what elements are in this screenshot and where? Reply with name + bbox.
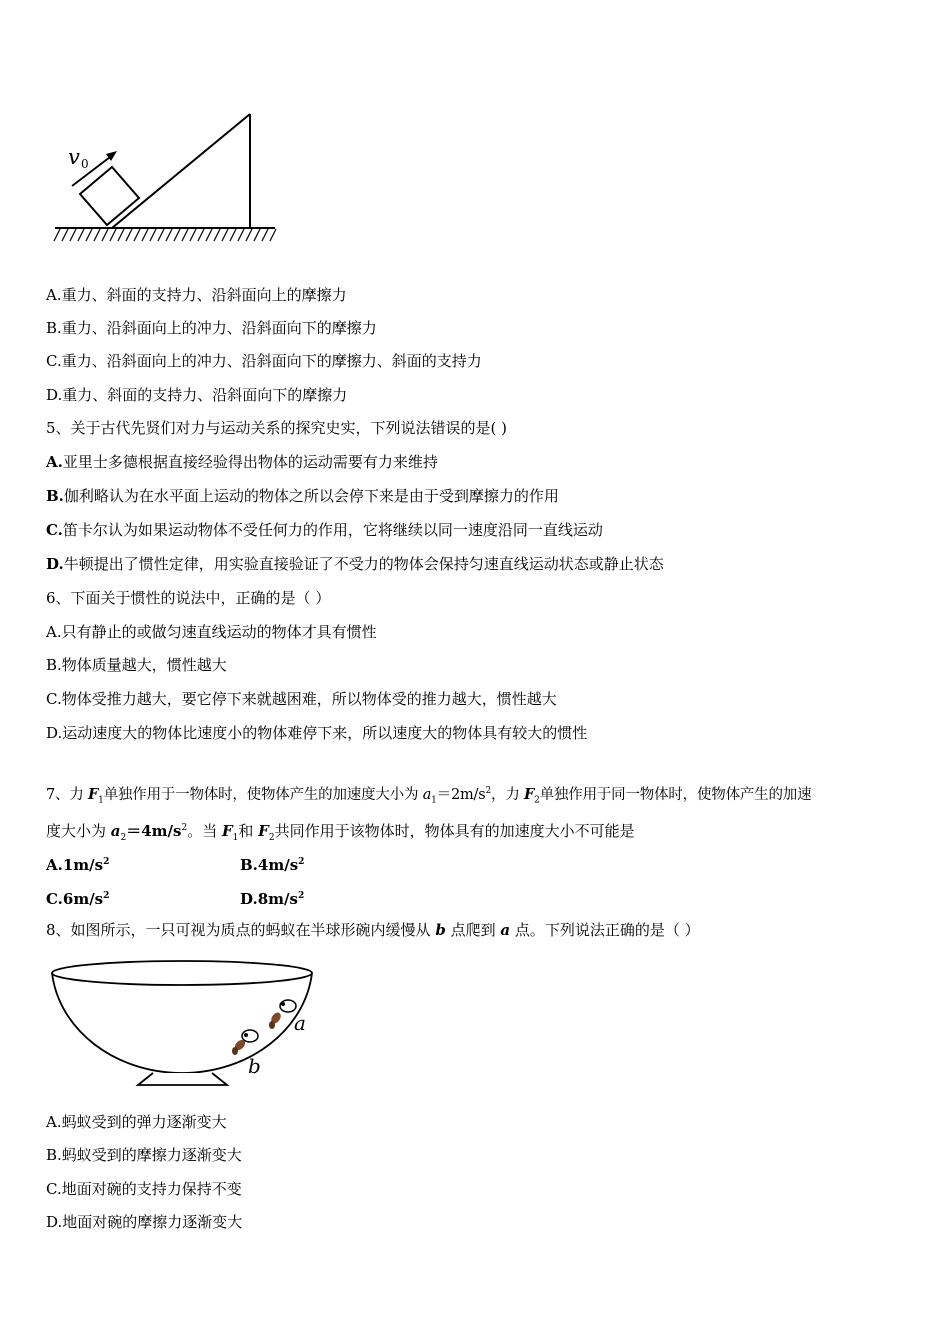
q8-b-symbol: b [435, 921, 446, 939]
q5-option-b-text: 伽利略认为在水平面上运动的物体之所以会停下来是由于受到摩擦力的作用 [63, 487, 559, 505]
q8-option-b: B.蚂蚁受到的摩擦力逐渐变大 [46, 1146, 242, 1164]
v0-subscript: 0 [81, 157, 89, 171]
ant-b-icon [232, 1030, 258, 1055]
q7-text: 7、力 [46, 786, 89, 803]
q7-text: ，力 [491, 786, 525, 803]
q7-option-d-text: D.8m/s [240, 890, 298, 908]
q8-option-a: A.蚂蚁受到的弹力逐渐变大 [46, 1113, 227, 1131]
q7-a2-sub: 2 [120, 833, 127, 843]
q7-f1-sub: 1 [98, 795, 104, 806]
q7-text: 和 [238, 822, 259, 840]
q7-text: 单独作用于一物体时，使物体产生的加速度大小为 [103, 786, 423, 803]
q7-stem-line1 [46, 781, 811, 811]
q7-stem-line2 [46, 818, 635, 848]
q7-sup: 2 [181, 823, 188, 833]
q8-text: 点。下列说法正确的是（ ） [510, 921, 700, 939]
q7-f2-symbol: F [524, 785, 535, 803]
q7-a1-symbol: a [422, 786, 432, 803]
q5-option-a-letter: A. [46, 453, 63, 471]
q5-option-a [46, 452, 438, 472]
q7-text: 单独作用于同一物体时，使物体产生的加速 [539, 786, 812, 803]
q7-a2-symbol: a [110, 822, 121, 840]
q7-option-d-sup: 2 [297, 891, 305, 901]
point-a-label: a [294, 1011, 306, 1035]
q7-option-b [240, 852, 304, 875]
q7-f1-symbol: F [222, 822, 233, 840]
q7-option-b-text: B.4m/s [240, 856, 299, 874]
q5-option-a-text: 亚里士多德根据直接经验得出物体的运动需要有力来维持 [62, 453, 438, 471]
incline-figure [50, 108, 290, 248]
q4-option-c: C.重力、沿斜面向上的冲力、沿斜面向下的摩擦力、斜面的支持力 [46, 352, 482, 370]
q5-option-b-letter: B. [46, 487, 64, 505]
q5-option-d-letter: D. [46, 555, 64, 573]
q7-text: ＝2m/s [436, 786, 486, 803]
q7-text: 共同作用于该物体时，物体具有的加速度大小不可能是 [274, 822, 635, 840]
q7-a1-sub: 1 [431, 795, 437, 806]
q8-text: 点爬到 [445, 921, 501, 939]
q8-option-c: C.地面对碗的支持力保持不变 [46, 1180, 242, 1198]
q6-stem: 6、下面关于惯性的说法中，正确的是（ ） [46, 589, 331, 607]
v0-label: v [68, 145, 80, 169]
q8-option-d: D.地面对碗的摩擦力逐渐变大 [46, 1213, 243, 1231]
bowl-figure [45, 955, 325, 1090]
q6-option-d: D.运动速度大的物体比速度小的物体难停下来，所以速度大的物体具有较大的惯性 [46, 724, 588, 742]
q7-f1-sub: 1 [232, 833, 239, 843]
q5-option-b [46, 486, 559, 506]
q7-option-c-text: C.6m/s [46, 890, 104, 908]
ant-a-icon [269, 1000, 296, 1029]
q5-option-d-text: 牛顿提出了惯性定律，用实验直接验证了不受力的物体会保持匀速直线运动状态或静止状态 [63, 555, 664, 573]
q5-option-d [46, 554, 664, 574]
q7-text: ＝4m/s [126, 822, 182, 840]
q7-f2-symbol: F [258, 822, 269, 840]
q7-option-b-sup: 2 [298, 857, 305, 867]
q7-option-a-sup: 2 [103, 857, 110, 867]
q7-option-a [46, 852, 109, 875]
q7-option-c [46, 886, 109, 909]
q6-option-a: A.只有静止的或做匀速直线运动的物体才具有惯性 [46, 623, 377, 641]
q4-option-a: A.重力、斜面的支持力、沿斜面向上的摩擦力 [46, 286, 347, 304]
q7-option-c-sup: 2 [103, 891, 110, 901]
q8-a-symbol: a [500, 921, 511, 939]
point-b-label: b [248, 1054, 261, 1078]
q7-f2-sub: 2 [268, 833, 275, 843]
q7-text: 。当 [187, 822, 222, 840]
q4-option-d: D.重力、斜面的支持力、沿斜面向下的摩擦力 [46, 386, 348, 404]
q5-option-c-text: 笛卡尔认为如果运动物体不受任何力的作用，它将继续以同一速度沿同一直线运动 [62, 521, 603, 539]
q5-option-c-letter: C. [46, 521, 63, 539]
q7-text: 度大小为 [46, 822, 111, 840]
q6-option-b: B.物体质量越大，惯性越大 [46, 656, 227, 674]
q8-stem [46, 920, 700, 940]
q6-option-c: C.物体受推力越大，要它停下来就越困难，所以物体受的推力越大，惯性越大 [46, 690, 557, 708]
q7-sup: 2 [485, 786, 492, 796]
q7-option-d [240, 886, 304, 909]
q5-stem: 5、关于古代先贤们对力与运动关系的探究史实，下列说法错误的是( ) [46, 419, 508, 437]
q7-option-a-text: A.1m/s [46, 856, 104, 874]
q5-option-c [46, 520, 603, 540]
q7-f2-sub: 2 [534, 795, 540, 806]
q7-f1-symbol: F [88, 785, 99, 803]
q8-text: 8、如图所示，一只可视为质点的蚂蚁在半球形碗内缓慢从 [46, 921, 436, 939]
q4-option-b: B.重力、沿斜面向上的冲力、沿斜面向下的摩擦力 [46, 319, 377, 337]
